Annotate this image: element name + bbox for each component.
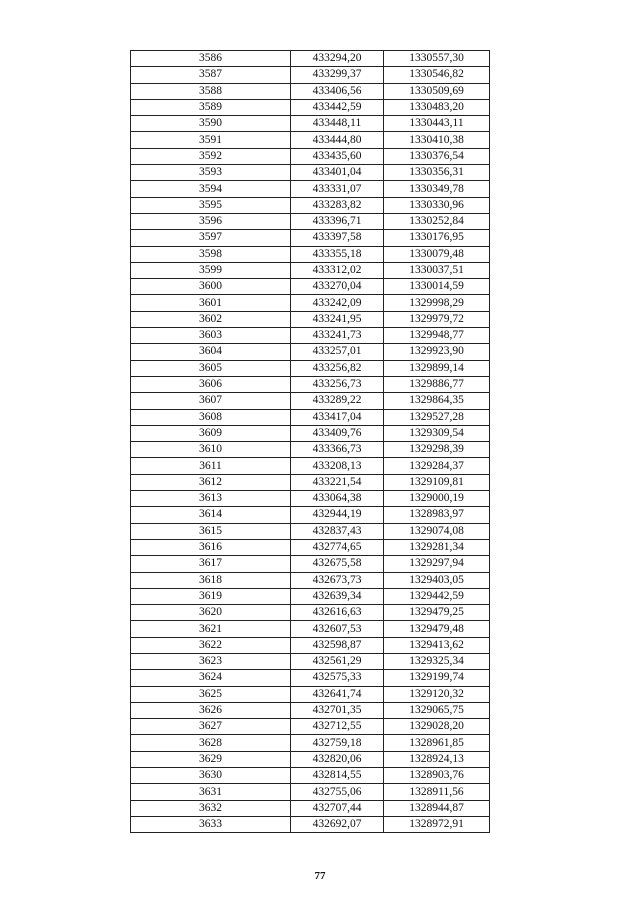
table-row [131,719,490,735]
y-coordinate-cell: 1329979,72 [384,311,490,327]
y-coordinate-cell: 1330509,69 [384,83,490,99]
x-coordinate-cell: 432641,74 [291,686,384,702]
table-row [131,621,490,637]
y-coordinate-cell: 1329199,74 [384,670,490,686]
table-row [131,409,490,425]
x-coordinate-cell: 432837,43 [291,523,384,539]
point-number-cell: 3612 [131,474,291,490]
y-coordinate-cell: 1329899,14 [384,360,490,376]
y-coordinate-cell: 1330546,82 [384,67,490,83]
x-coordinate-cell: 433355,18 [291,246,384,262]
point-number-cell: 3593 [131,165,291,181]
table-row [131,344,490,360]
point-number-cell: 3594 [131,181,291,197]
y-coordinate-cell: 1329298,39 [384,442,490,458]
point-number-cell: 3622 [131,637,291,653]
table-row [131,572,490,588]
y-coordinate-cell: 1329479,48 [384,621,490,637]
table-row [131,197,490,213]
table-row [131,83,490,99]
point-number-cell: 3617 [131,556,291,572]
y-coordinate-cell: 1330037,51 [384,262,490,278]
x-coordinate-cell: 433442,59 [291,99,384,115]
coordinates-table-body [131,51,490,833]
point-number-cell: 3595 [131,197,291,213]
point-number-cell: 3620 [131,605,291,621]
x-coordinate-cell: 432692,07 [291,816,384,832]
table-row [131,702,490,718]
point-number-cell: 3591 [131,132,291,148]
y-coordinate-cell: 1329028,20 [384,719,490,735]
table-row [131,735,490,751]
x-coordinate-cell: 432701,35 [291,702,384,718]
table-row [131,507,490,523]
point-number-cell: 3592 [131,148,291,164]
x-coordinate-cell: 433444,80 [291,132,384,148]
table-row [131,181,490,197]
point-number-cell: 3616 [131,539,291,555]
x-coordinate-cell: 433409,76 [291,425,384,441]
point-number-cell: 3601 [131,295,291,311]
table-row [131,230,490,246]
point-number-cell: 3618 [131,572,291,588]
x-coordinate-cell: 432607,53 [291,621,384,637]
point-number-cell: 3610 [131,442,291,458]
table-row [131,605,490,621]
table-row [131,491,490,507]
y-coordinate-cell: 1329284,37 [384,458,490,474]
y-coordinate-cell: 1329479,25 [384,605,490,621]
table-row [131,279,490,295]
x-coordinate-cell: 433256,73 [291,376,384,392]
point-number-cell: 3625 [131,686,291,702]
y-coordinate-cell: 1330410,38 [384,132,490,148]
table-row [131,328,490,344]
point-number-cell: 3626 [131,702,291,718]
table-row [131,588,490,604]
point-number-cell: 3623 [131,653,291,669]
y-coordinate-cell: 1329325,34 [384,653,490,669]
table-row [131,67,490,83]
point-number-cell: 3588 [131,83,291,99]
x-coordinate-cell: 433417,04 [291,409,384,425]
table-row [131,376,490,392]
table-row [131,539,490,555]
x-coordinate-cell: 432774,65 [291,539,384,555]
point-number-cell: 3615 [131,523,291,539]
y-coordinate-cell: 1328944,87 [384,800,490,816]
x-coordinate-cell: 432639,34 [291,588,384,604]
y-coordinate-cell: 1330252,84 [384,213,490,229]
y-coordinate-cell: 1329074,08 [384,523,490,539]
x-coordinate-cell: 433396,71 [291,213,384,229]
y-coordinate-cell: 1329998,29 [384,295,490,311]
table-row [131,213,490,229]
x-coordinate-cell: 432820,06 [291,751,384,767]
x-coordinate-cell: 432755,06 [291,784,384,800]
x-coordinate-cell: 433435,60 [291,148,384,164]
y-coordinate-cell: 1329886,77 [384,376,490,392]
point-number-cell: 3624 [131,670,291,686]
point-number-cell: 3605 [131,360,291,376]
table-row [131,670,490,686]
y-coordinate-cell: 1330079,48 [384,246,490,262]
table-row [131,51,490,67]
table-row [131,474,490,490]
point-number-cell: 3590 [131,116,291,132]
coordinates-table [130,50,490,833]
table-row [131,784,490,800]
x-coordinate-cell: 432814,55 [291,768,384,784]
x-coordinate-cell: 433064,38 [291,491,384,507]
y-coordinate-cell: 1330014,59 [384,279,490,295]
x-coordinate-cell: 433221,54 [291,474,384,490]
x-coordinate-cell: 432561,29 [291,653,384,669]
x-coordinate-cell: 432673,73 [291,572,384,588]
point-number-cell: 3614 [131,507,291,523]
y-coordinate-cell: 1329413,62 [384,637,490,653]
point-number-cell: 3629 [131,751,291,767]
x-coordinate-cell: 433241,73 [291,328,384,344]
table-row [131,637,490,653]
point-number-cell: 3633 [131,816,291,832]
table-row [131,393,490,409]
table-row [131,458,490,474]
table-row [131,425,490,441]
x-coordinate-cell: 432712,55 [291,719,384,735]
y-coordinate-cell: 1329403,05 [384,572,490,588]
y-coordinate-cell: 1329864,35 [384,393,490,409]
x-coordinate-cell: 433242,09 [291,295,384,311]
x-coordinate-cell: 433448,11 [291,116,384,132]
point-number-cell: 3630 [131,768,291,784]
table-row [131,523,490,539]
point-number-cell: 3587 [131,67,291,83]
y-coordinate-cell: 1328903,76 [384,768,490,784]
x-coordinate-cell: 433294,20 [291,51,384,67]
point-number-cell: 3604 [131,344,291,360]
table-row [131,165,490,181]
y-coordinate-cell: 1329948,77 [384,328,490,344]
x-coordinate-cell: 432598,87 [291,637,384,653]
y-coordinate-cell: 1329309,54 [384,425,490,441]
x-coordinate-cell: 433283,82 [291,197,384,213]
table-row [131,360,490,376]
x-coordinate-cell: 433366,73 [291,442,384,458]
table-row [131,99,490,115]
point-number-cell: 3603 [131,328,291,344]
point-number-cell: 3608 [131,409,291,425]
x-coordinate-cell: 433299,37 [291,67,384,83]
x-coordinate-cell: 432675,58 [291,556,384,572]
table-row [131,262,490,278]
point-number-cell: 3627 [131,719,291,735]
x-coordinate-cell: 433208,13 [291,458,384,474]
point-number-cell: 3621 [131,621,291,637]
table-row [131,246,490,262]
point-number-cell: 3600 [131,279,291,295]
x-coordinate-cell: 433241,95 [291,311,384,327]
table-row [131,116,490,132]
x-coordinate-cell: 432707,44 [291,800,384,816]
y-coordinate-cell: 1329000,19 [384,491,490,507]
y-coordinate-cell: 1329065,75 [384,702,490,718]
point-number-cell: 3589 [131,99,291,115]
table-row [131,148,490,164]
table-row [131,132,490,148]
table-row [131,295,490,311]
point-number-cell: 3597 [131,230,291,246]
y-coordinate-cell: 1329281,34 [384,539,490,555]
point-number-cell: 3586 [131,51,291,67]
point-number-cell: 3599 [131,262,291,278]
page-number: 77 [314,870,326,882]
x-coordinate-cell: 432759,18 [291,735,384,751]
x-coordinate-cell: 433289,22 [291,393,384,409]
y-coordinate-cell: 1330483,20 [384,99,490,115]
x-coordinate-cell: 433406,56 [291,83,384,99]
table-row [131,751,490,767]
y-coordinate-cell: 1330376,54 [384,148,490,164]
y-coordinate-cell: 1328924,13 [384,751,490,767]
table-row [131,311,490,327]
y-coordinate-cell: 1329297,94 [384,556,490,572]
x-coordinate-cell: 433270,04 [291,279,384,295]
table-row [131,768,490,784]
x-coordinate-cell: 433331,07 [291,181,384,197]
x-coordinate-cell: 433312,02 [291,262,384,278]
table-row [131,556,490,572]
x-coordinate-cell: 432944,19 [291,507,384,523]
table-row [131,686,490,702]
y-coordinate-cell: 1330330,96 [384,197,490,213]
x-coordinate-cell: 432575,33 [291,670,384,686]
y-coordinate-cell: 1328911,56 [384,784,490,800]
y-coordinate-cell: 1328961,85 [384,735,490,751]
point-number-cell: 3607 [131,393,291,409]
table-row [131,800,490,816]
point-number-cell: 3632 [131,800,291,816]
x-coordinate-cell: 433401,04 [291,165,384,181]
table-row [131,442,490,458]
point-number-cell: 3611 [131,458,291,474]
y-coordinate-cell: 1329120,32 [384,686,490,702]
y-coordinate-cell: 1329527,28 [384,409,490,425]
point-number-cell: 3619 [131,588,291,604]
y-coordinate-cell: 1330349,78 [384,181,490,197]
y-coordinate-cell: 1328972,91 [384,816,490,832]
x-coordinate-cell: 433256,82 [291,360,384,376]
x-coordinate-cell: 433257,01 [291,344,384,360]
y-coordinate-cell: 1330557,30 [384,51,490,67]
y-coordinate-cell: 1328983,97 [384,507,490,523]
table-row [131,816,490,832]
point-number-cell: 3598 [131,246,291,262]
x-coordinate-cell: 433397,58 [291,230,384,246]
y-coordinate-cell: 1330356,31 [384,165,490,181]
point-number-cell: 3631 [131,784,291,800]
point-number-cell: 3628 [131,735,291,751]
y-coordinate-cell: 1329923,90 [384,344,490,360]
y-coordinate-cell: 1330443,11 [384,116,490,132]
point-number-cell: 3606 [131,376,291,392]
point-number-cell: 3602 [131,311,291,327]
x-coordinate-cell: 432616,63 [291,605,384,621]
y-coordinate-cell: 1329109,81 [384,474,490,490]
y-coordinate-cell: 1329442,59 [384,588,490,604]
point-number-cell: 3609 [131,425,291,441]
point-number-cell: 3596 [131,213,291,229]
point-number-cell: 3613 [131,491,291,507]
table-row [131,653,490,669]
y-coordinate-cell: 1330176,95 [384,230,490,246]
